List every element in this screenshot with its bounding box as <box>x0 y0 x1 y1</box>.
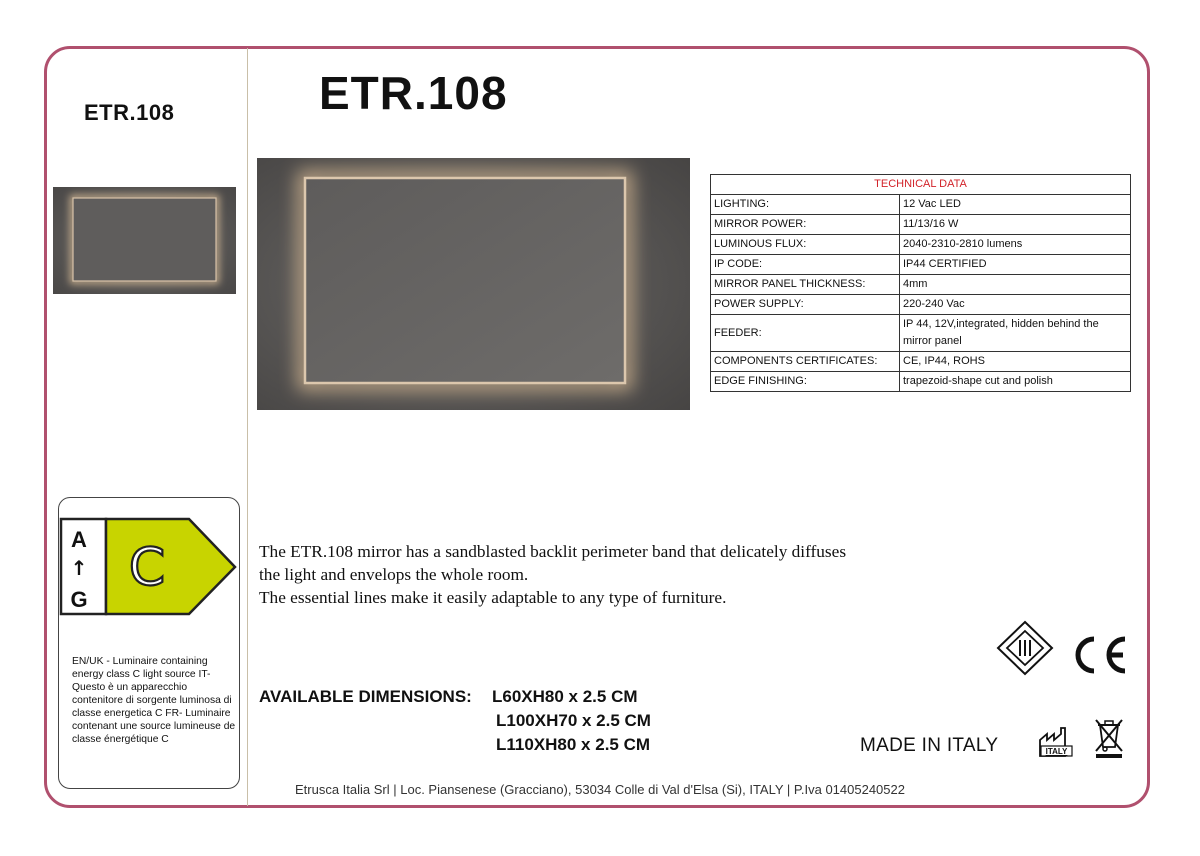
mirror-photo <box>257 158 690 410</box>
energy-scale-top: A <box>71 527 87 552</box>
energy-scale-arrow: ↑ <box>70 556 88 580</box>
technical-data-label: POWER SUPPLY: <box>711 295 900 315</box>
technical-data-row <box>711 352 1131 372</box>
technical-data-row <box>711 255 1131 275</box>
description-line: the light and envelops the whole room. <box>259 565 529 584</box>
technical-data-label: EDGE FINISHING: <box>711 372 900 392</box>
column-divider <box>247 48 248 806</box>
technical-data-label: LUMINOUS FLUX: <box>711 235 900 255</box>
mirror-thumbnail <box>53 187 236 294</box>
technical-data-value: IP44 CERTIFIED <box>900 255 1131 275</box>
technical-data-row <box>711 275 1131 295</box>
technical-data-row <box>711 235 1131 255</box>
technical-data-label: MIRROR POWER: <box>711 215 900 235</box>
dimensions-label: AVAILABLE DIMENSIONS: <box>259 687 472 706</box>
technical-data-row <box>711 315 1131 352</box>
energy-class-icon <box>59 517 239 617</box>
technical-data-value: IP 44, 12V,integrated, hidden behind the mirror panel <box>900 315 1131 352</box>
factory-label: ITALY <box>1045 747 1068 756</box>
class-iii-icon <box>996 620 1054 676</box>
technical-data-label: FEEDER: <box>711 315 900 352</box>
technical-data-row <box>711 372 1131 392</box>
weee-bin-icon <box>1092 717 1126 759</box>
technical-data-title: TECHNICAL DATA <box>711 175 1131 195</box>
ce-mark-icon <box>1070 634 1130 676</box>
product-description <box>259 540 846 609</box>
technical-data-table <box>710 174 1131 392</box>
technical-data-label: LIGHTING: <box>711 195 900 215</box>
sidebar-title: ETR.108 <box>84 100 175 125</box>
page-title: ETR.108 <box>319 67 508 119</box>
dimension-item: L110XH80 x 2.5 CM <box>496 735 651 754</box>
technical-data-row <box>711 215 1131 235</box>
energy-label-text: EN/UK - Luminaire containing energy class C light source IT-Questo è un apparecchio contenitore di sorgente luminosa di classe energetica C FR- Luminaire contenant une source lumineuse de classe énergétique C <box>72 656 236 745</box>
made-in-italy-factory-icon <box>1038 724 1076 758</box>
description-line: The ETR.108 mirror has a sandblasted backlit perimeter band that delicately diffuses <box>259 542 847 561</box>
technical-data-value: 12 Vac LED <box>900 195 1131 215</box>
technical-data-value: trapezoid-shape cut and polish <box>900 372 1131 392</box>
made-in-italy-text: MADE IN ITALY <box>860 735 999 756</box>
technical-data-row <box>711 195 1131 215</box>
description-line: The essential lines make it easily adaptable to any type of furniture. <box>259 588 727 607</box>
technical-data-label: MIRROR PANEL THICKNESS: <box>711 275 900 295</box>
technical-data-value: 11/13/16 W <box>900 215 1131 235</box>
energy-class-letter: C <box>128 538 166 598</box>
technical-data-label: COMPONENTS CERTIFICATES: <box>711 352 900 372</box>
dimension-item: L100XH70 x 2.5 CM <box>496 711 651 730</box>
technical-data-value: 220-240 Vac <box>900 295 1131 315</box>
technical-data-value: CE, IP44, ROHS <box>900 352 1131 372</box>
technical-data-label: IP CODE: <box>711 255 900 275</box>
technical-data-value: 4mm <box>900 275 1131 295</box>
technical-data-value: 2040-2310-2810 lumens <box>900 235 1131 255</box>
footer-address: Etrusca Italia Srl | Loc. Piansenese (Gracciano), 53034 Colle di Val d'Elsa (Si), ITALY | P.Iva 01405240522 <box>295 782 905 797</box>
energy-scale-bottom: G <box>70 587 88 612</box>
technical-data-row <box>711 295 1131 315</box>
dimension-item: L60XH80 x 2.5 CM <box>492 687 638 706</box>
